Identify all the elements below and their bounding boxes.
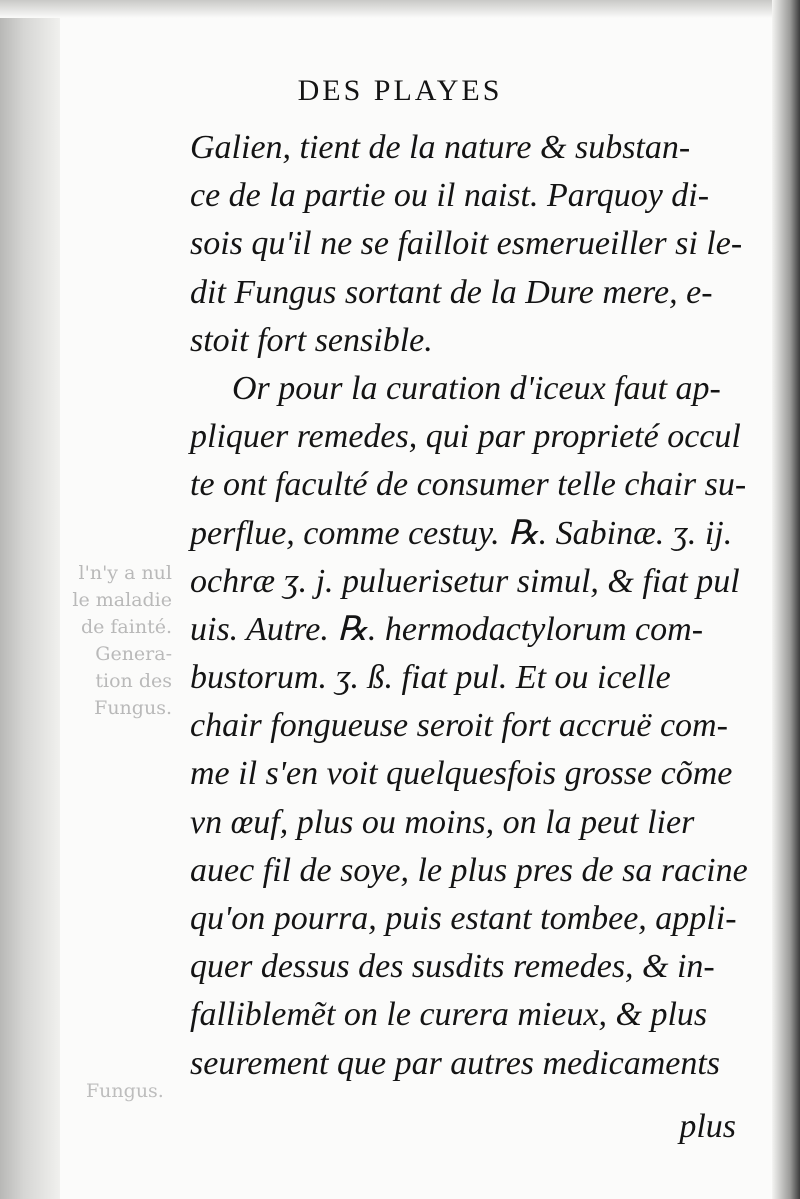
text-line: dit Fungus sortant de la Dure mere, e- <box>190 273 713 311</box>
text-line: uis. Autre. ℞. hermodactylorum com- <box>190 610 704 648</box>
text-line: ce de la partie ou il naist. Parquoy di- <box>190 177 710 215</box>
text-line: me il s'en voit quelquesfois grosse cõme <box>190 755 733 793</box>
text-line: Galien, tient de la nature & substan- <box>190 129 691 166</box>
text-line: chair fongueuse seroit fort accruë com- <box>190 707 728 745</box>
running-head: DES PLAYES <box>297 74 503 107</box>
binding-gutter-shadow <box>0 0 60 1199</box>
text-line: te ont faculté de consumer telle chair su- <box>190 466 747 504</box>
fore-edge-shadow <box>772 0 800 1199</box>
text-line: sois qu'il ne se failloit esmerueiller si le- <box>190 225 743 263</box>
text-line: seurement que par autres medicaments <box>190 1044 721 1082</box>
text-line: ochræ ʒ. j. puluerisetur simul, & fiat pul <box>190 562 740 600</box>
text-line: pliquer remedes, qui par proprieté occul <box>190 418 741 456</box>
body-text <box>190 124 750 1088</box>
text-line: bustorum. ʒ. ß. fiat pul. Et ou icelle <box>190 659 671 697</box>
text-line: perflue, comme cestuy. ℞. Sabinæ. ʒ. ij. <box>190 514 733 552</box>
text-line: qu'on pourra, puis estant tombee, appli- <box>190 900 737 937</box>
top-edge-shadow <box>0 0 800 18</box>
show-through-text-bottom: Fungus. <box>86 1080 164 1102</box>
text-line: auec fil de soye, le plus pres de sa racine <box>190 851 748 889</box>
text-line: falliblemẽt on le curera mieux, & plus <box>190 996 708 1034</box>
text-line: vn œuf, plus ou moins, on la peut lier <box>190 803 695 841</box>
catchword: plus <box>679 1108 736 1145</box>
text-line: quer dessus des susdits remedes, & in- <box>190 948 715 986</box>
show-through-text: l'n'y a nul le maladie de fainté. Genera- tion des Fungus. <box>72 562 172 719</box>
paragraph-first-line: Or pour la curation d'iceux faut ap- <box>232 369 721 407</box>
text-line: stoit fort sensible. <box>190 321 433 359</box>
